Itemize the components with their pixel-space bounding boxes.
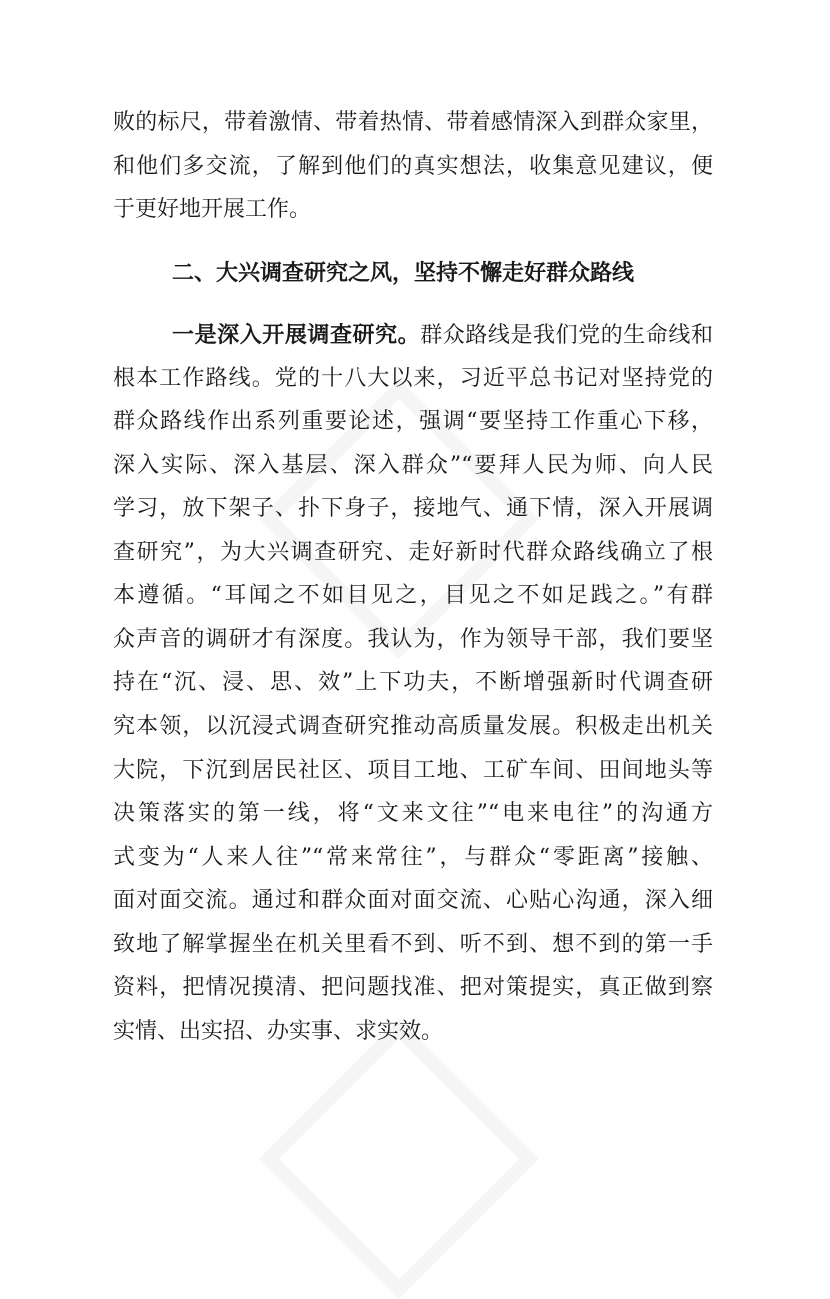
text-line: 资料，把情况摸清、把问题找准、把对策提实，真正做到察 — [113, 975, 713, 1001]
section-heading: 二、大兴调查研究之风，坚持不懈走好群众路线 — [172, 260, 635, 286]
text-line: 败的标尺，带着激情、带着热情、带着感情深入到群众家里， — [113, 110, 713, 135]
paragraph-lead: 一是深入开展调查研究。 — [172, 322, 421, 348]
text-line: 群众路线作出系列重要论述，强调“要坚持工作重心下移， — [113, 409, 713, 435]
text-line: 学习，放下架子、扑下身子，接地气、通下情，深入开展调 — [113, 496, 713, 522]
text-line: 根本工作路线。党的十八大以来，习近平总书记对坚持党的 — [113, 365, 713, 391]
text-line: 众声音的调研才有深度。我认为，作为领导干部，我们要坚 — [113, 626, 713, 652]
text-line: 式变为“人来人往”“常来常往”，与群众“零距离”接触、 — [113, 844, 713, 870]
text-line: 决策落实的第一线，将“文来文往”“电来电往”的沟通方 — [113, 801, 713, 827]
text-line: 致地了解掌握坐在机关里看不到、听不到、想不到的第一手 — [113, 931, 713, 957]
paragraph-lead-rest: 群众路线是我们党的生命线和 — [420, 323, 713, 348]
text-line: 面对面交流。通过和群众面对面交流、心贴心沟通，深入细 — [113, 888, 713, 914]
watermark — [259, 1019, 539, 1299]
text-line: 本遵循。“耳闻之不如目见之，目见之不如足践之。”有群 — [113, 583, 713, 609]
text-line: 深入实际、深入基层、深入群众”“要拜人民为师、向人民 — [113, 452, 713, 478]
text-line: 和他们多交流，了解到他们的真实想法，收集意见建议，便 — [113, 154, 713, 179]
paragraph-first-line — [172, 313, 713, 357]
text-line: 查研究”，为大兴调查研究、走好新时代群众路线确立了根 — [113, 539, 713, 565]
text-line: 于更好地开展工作。 — [113, 197, 312, 222]
text-line: 持在“沉、浸、思、效”上下功夫，不断增强新时代调查研 — [113, 670, 713, 696]
text-line: 大院，下沉到居民社区、项目工地、工矿车间、田间地头等 — [113, 757, 713, 783]
text-line: 究本领，以沉浸式调查研究推动高质量发展。积极走出机关 — [113, 714, 713, 740]
text-line: 实情、出实招、办实事、求实效。 — [113, 1018, 444, 1044]
